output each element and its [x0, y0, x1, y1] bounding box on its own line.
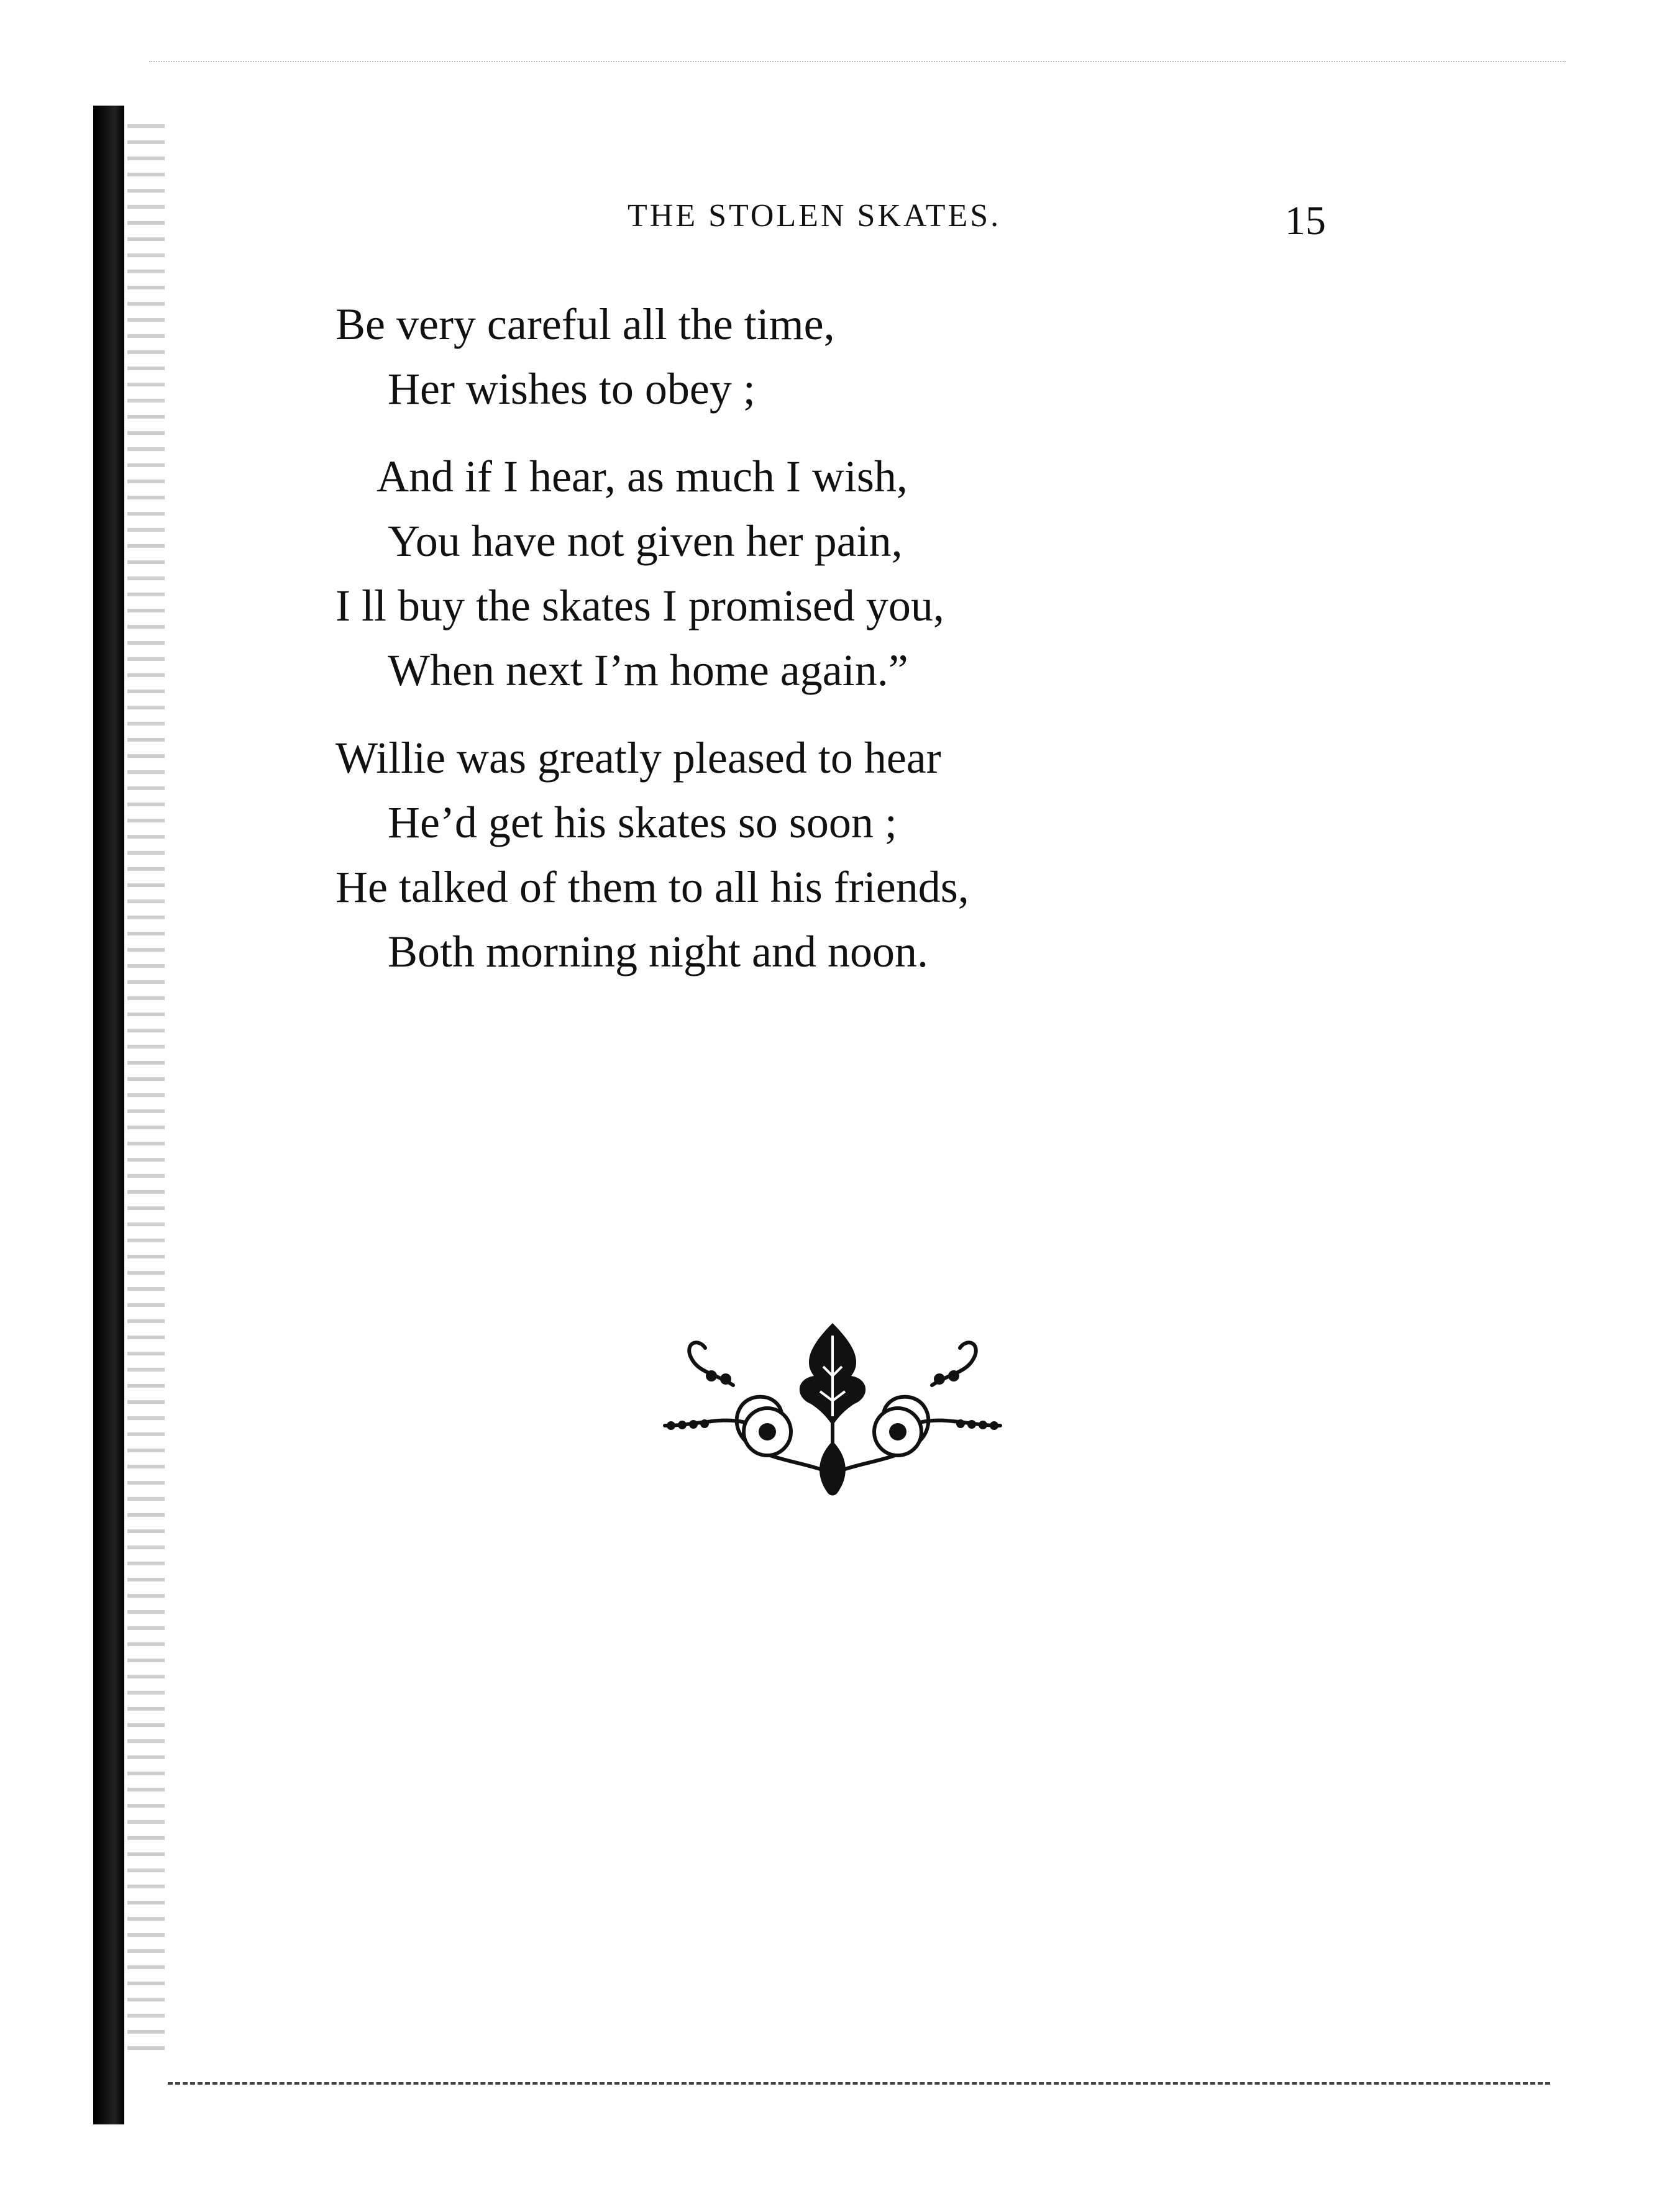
running-head: THE STOLEN SKATES. [628, 198, 1002, 234]
poem-line: Both morning night and noon. [388, 927, 928, 976]
poem-body [336, 292, 969, 1007]
stanza [336, 444, 969, 703]
poem-line: I ll buy the skates I promised you, [336, 581, 944, 630]
poem-line: You have not given her pain, [388, 516, 903, 566]
stanza [336, 726, 969, 984]
poem-line: Be very careful all the time, [336, 299, 835, 349]
poem-line: When next I’m home again.” [388, 645, 908, 695]
poem-line: He talked of them to all his friends, [336, 862, 969, 912]
page-number: 15 [1285, 198, 1326, 244]
scan-top-edge [149, 61, 1566, 62]
book-spine-edge [93, 106, 124, 2124]
poem-line: And if I hear, as much I wish, [377, 452, 908, 501]
stanza [336, 292, 969, 421]
poem-line: Willie was greatly pleased to hear [336, 733, 941, 783]
binding-shadow [127, 124, 165, 2050]
poem-line: He’d get his skates so soon ; [388, 798, 897, 847]
poem-line: Her wishes to obey ; [388, 364, 756, 414]
scan-bottom-edge [168, 2082, 1550, 2085]
floral-vignette-icon [652, 1317, 1013, 1503]
